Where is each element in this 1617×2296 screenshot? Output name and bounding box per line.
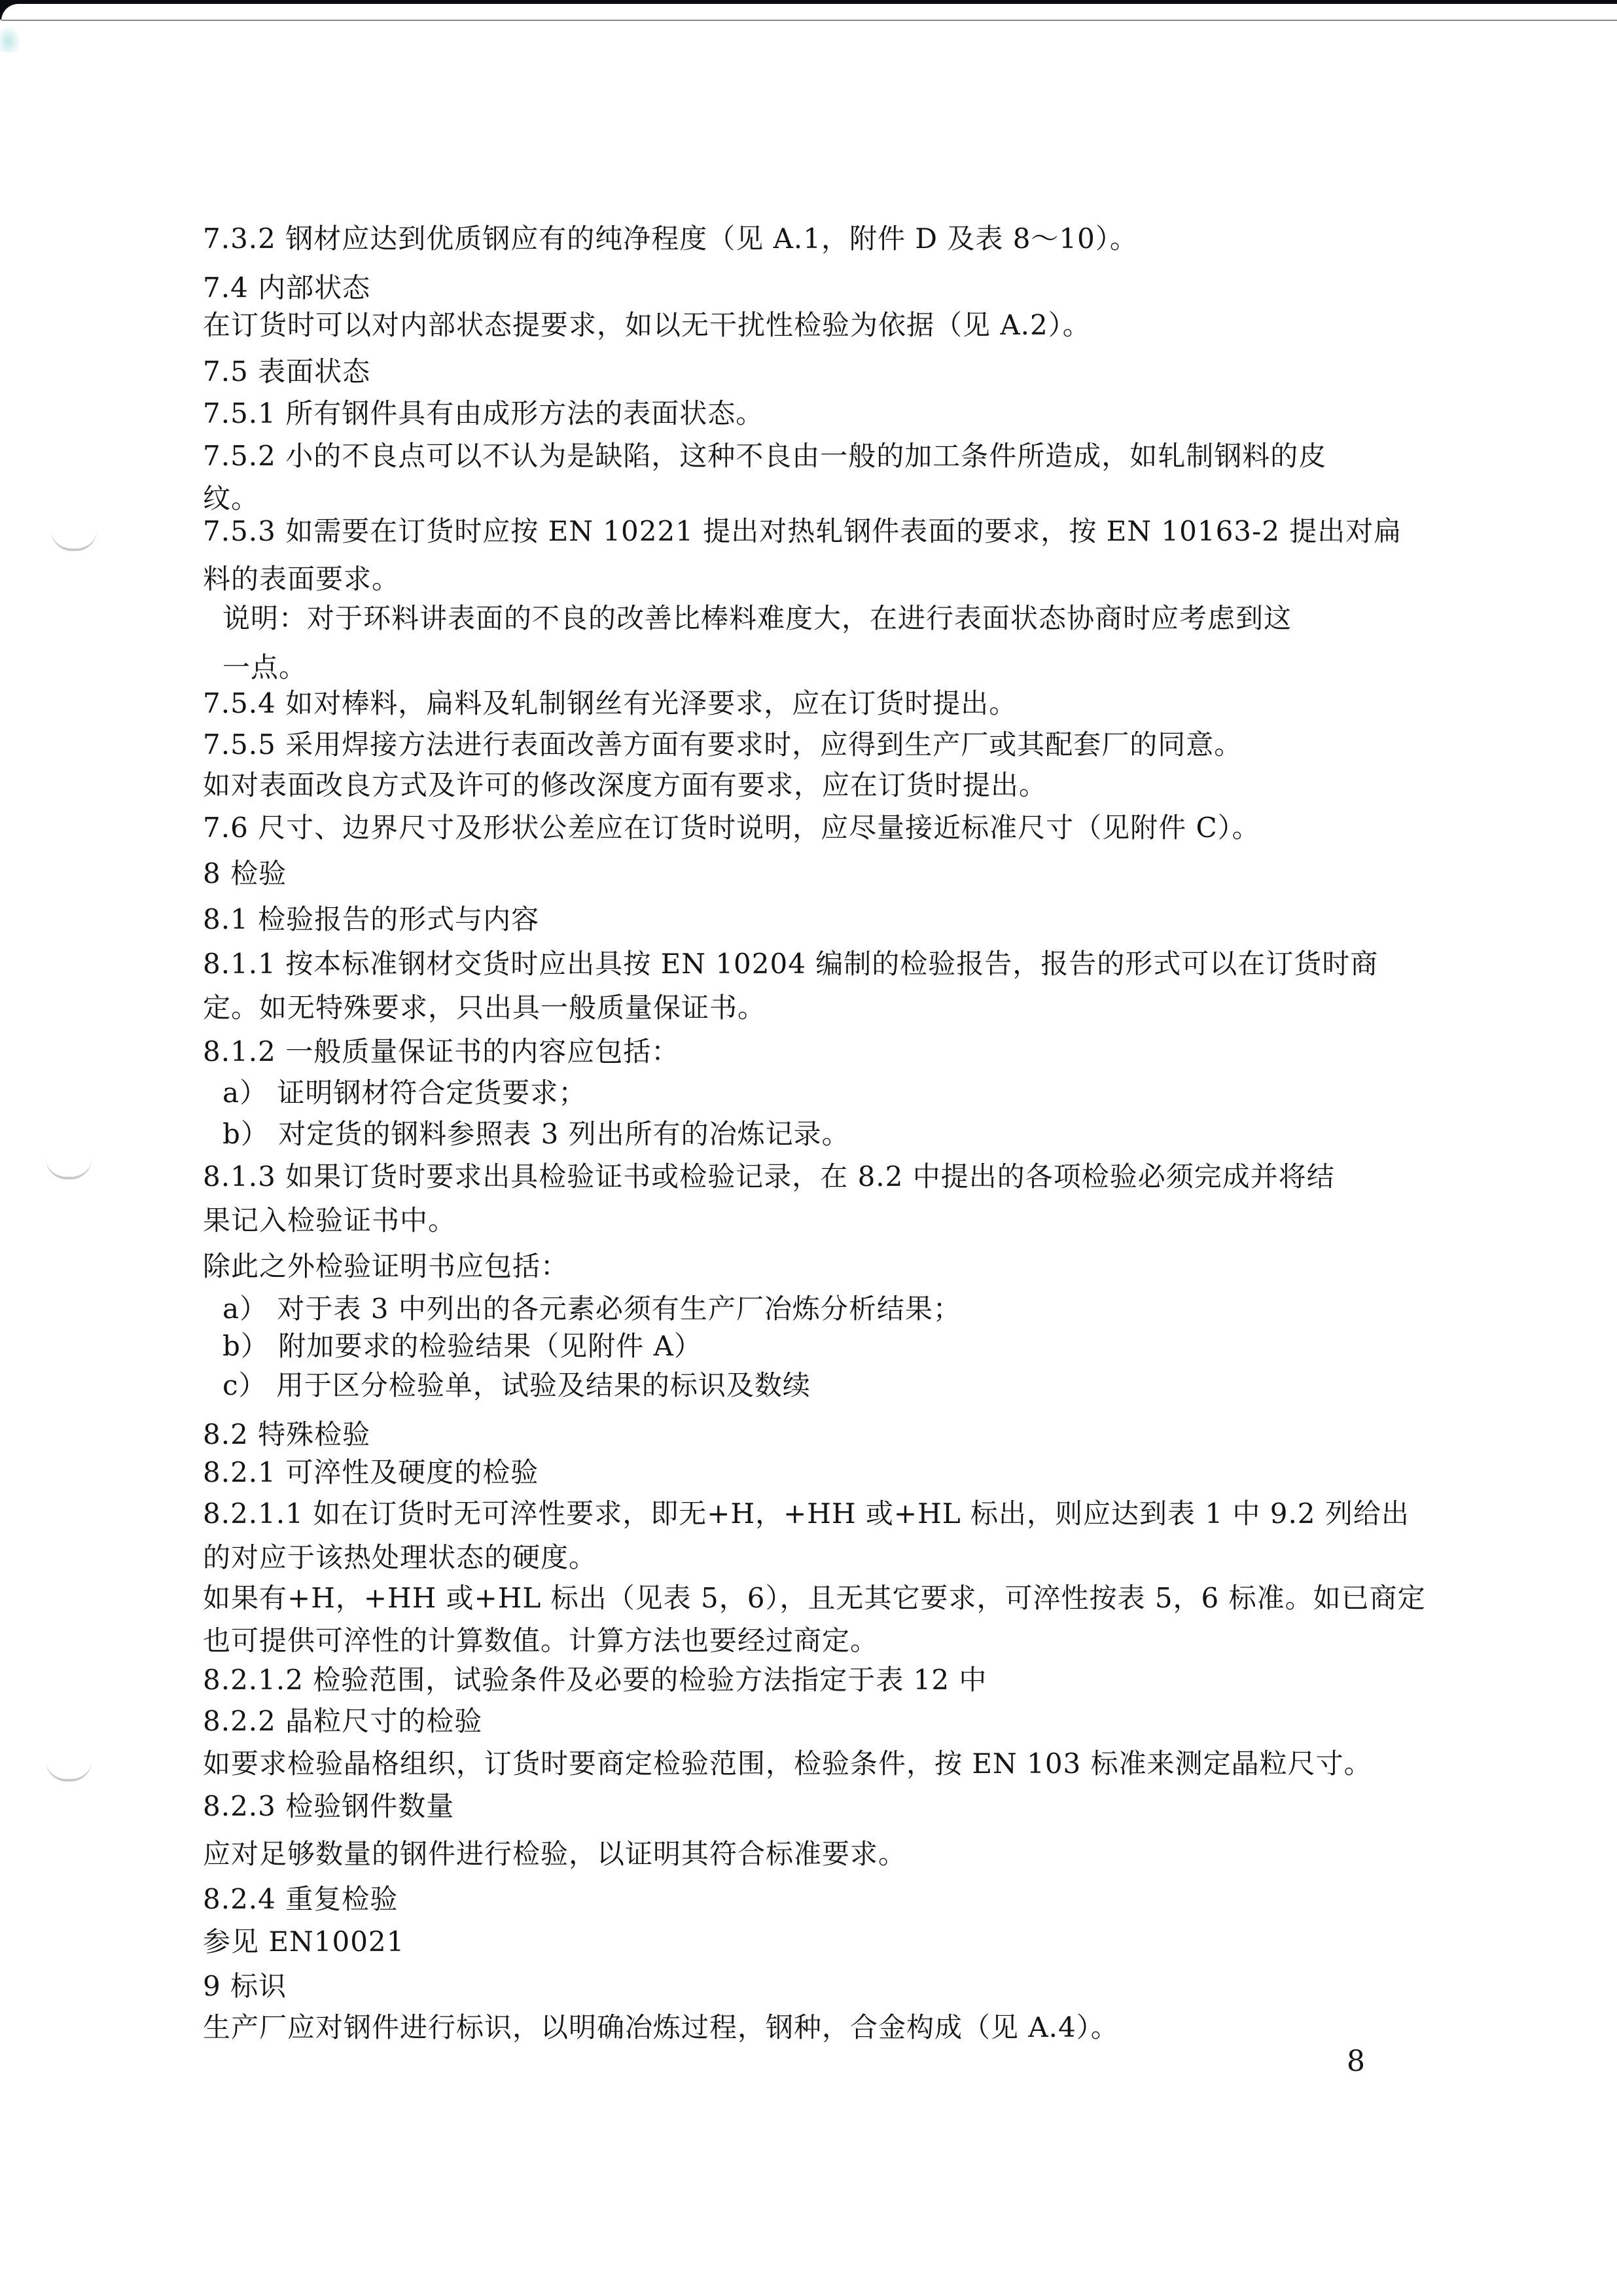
text-line: 7.4 内部状态 [203,272,371,304]
text-line: 应对足够数量的钢件进行检验，以证明其符合标准要求。 [203,1838,907,1870]
text-line: a） 对于表 3 中列出的各元素必须有生产厂冶炼分析结果； [222,1293,961,1325]
text-line: 7.5.3 如需要在订货时应按 EN 10221 提出对热轧钢件表面的要求，按 EN 10163-2 提出对扁 [203,515,1402,547]
text-line: 7.6 尺寸、边界尺寸及形状公差应在订货时说明，应尽量接近标准尺寸（见附件 C）。 [203,812,1260,844]
text-line: 8.1 检验报告的形式与内容 [203,903,540,935]
text-line: 也可提供可淬性的计算数值。计算方法也要经过商定。 [203,1624,879,1657]
text-line: 定。如无特殊要求，只出具一般质量保证书。 [203,992,766,1024]
text-line: 一点。 [222,651,308,683]
text-line: b） 附加要求的检验结果（见附件 A） [222,1330,702,1362]
text-line: 果记入检验证书中。 [203,1204,457,1236]
text-line: a） 证明钢材符合定货要求； [222,1077,587,1109]
text-line: 8.1.3 如果订货时要求出具检验证书或检验记录，在 8.2 中提出的各项检验必须完成并将结 [203,1160,1335,1193]
text-line: b） 对定货的钢料参照表 3 列出所有的冶炼记录。 [222,1118,850,1150]
text-line: 8.2.3 检验钢件数量 [203,1790,455,1822]
scan-corner-mark [0,25,21,52]
text-line: 在订货时可以对内部状态提要求，如以无干扰性检验为依据（见 A.2）。 [203,309,1091,341]
text-line: 8.2.1 可淬性及硬度的检验 [203,1456,539,1488]
text-line: 纹。 [203,482,260,514]
paper-top-edge [1,4,1617,21]
text-line: 除此之外检验证明书应包括： [203,1250,569,1282]
text-line: 8.2.1.2 检验范围，试验条件及必要的检验方法指定于表 12 中 [203,1664,987,1696]
text-line: 的对应于该热处理状态的硬度。 [203,1541,597,1573]
text-line: 8.2.1.1 如在订货时无可淬性要求，即无+H，+HH 或+HL 标出，则应达到表 1 中 9.2 列给出 [203,1498,1410,1530]
text-line: 8.1.2 一般质量保证书的内容应包括： [203,1035,680,1067]
text-line: 8.2 特殊检验 [203,1418,371,1450]
text-line: 8.2.2 晶粒尺寸的检验 [203,1705,483,1737]
text-line: 7.5.4 如对棒料，扁料及轧制钢丝有光泽要求，应在订货时提出。 [203,687,1018,719]
text-line: 7.5.5 采用焊接方法进行表面改善方面有要求时，应得到生产厂或其配套厂的同意。 [203,728,1243,761]
text-line: 7.5.2 小的不良点可以不认为是缺陷，这种不良由一般的加工条件所造成，如轧制钢料的皮 [203,440,1327,472]
punch-hole-mark [46,1761,92,1782]
text-line: 料的表面要求。 [203,563,400,595]
text-line: 7.5 表面状态 [203,355,371,387]
text-line: 7.3.2 钢材应达到优质钢应有的纯净程度（见 A.1，附件 D 及表 8～10）。 [203,223,1138,255]
text-line: 如要求检验晶格组织，订货时要商定检验范围，检验条件，按 EN 103 标准来测定晶粒尺寸。 [203,1748,1372,1780]
text-line: 生产厂应对钢件进行标识，以明确冶炼过程，钢种，合金构成（见 A.4）。 [203,2011,1119,2043]
text-line: 说明：对于环料讲表面的不良的改善比棒料难度大，在进行表面状态协商时应考虑到这 [222,602,1292,634]
text-line: 如果有+H，+HH 或+HL 标出（见表 5，6），且无其它要求，可淬性按表 5，6 标准。如已商定 [203,1582,1426,1614]
text-line: 9 标识 [203,1970,287,2002]
text-line: 8.1.1 按本标准钢材交货时应出具按 EN 10204 编制的检验报告，报告的形式可以在订货时商 [203,948,1379,980]
text-line: 7.5.1 所有钢件具有由成形方法的表面状态。 [203,397,764,429]
text-line: 8.2.4 重复检验 [203,1883,399,1915]
page-number: 8 [1347,2045,1365,2078]
scan-top-edge [0,0,1617,20]
punch-hole-mark [46,1158,92,1179]
punch-hole-mark [51,530,97,551]
text-line: 如对表面改良方式及许可的修改深度方面有要求，应在订货时提出。 [203,769,1048,801]
text-line: 8 检验 [203,857,287,889]
text-line: 参见 EN10021 [203,1926,405,1958]
text-line: c） 用于区分检验单，试验及结果的标识及数续 [222,1369,811,1401]
